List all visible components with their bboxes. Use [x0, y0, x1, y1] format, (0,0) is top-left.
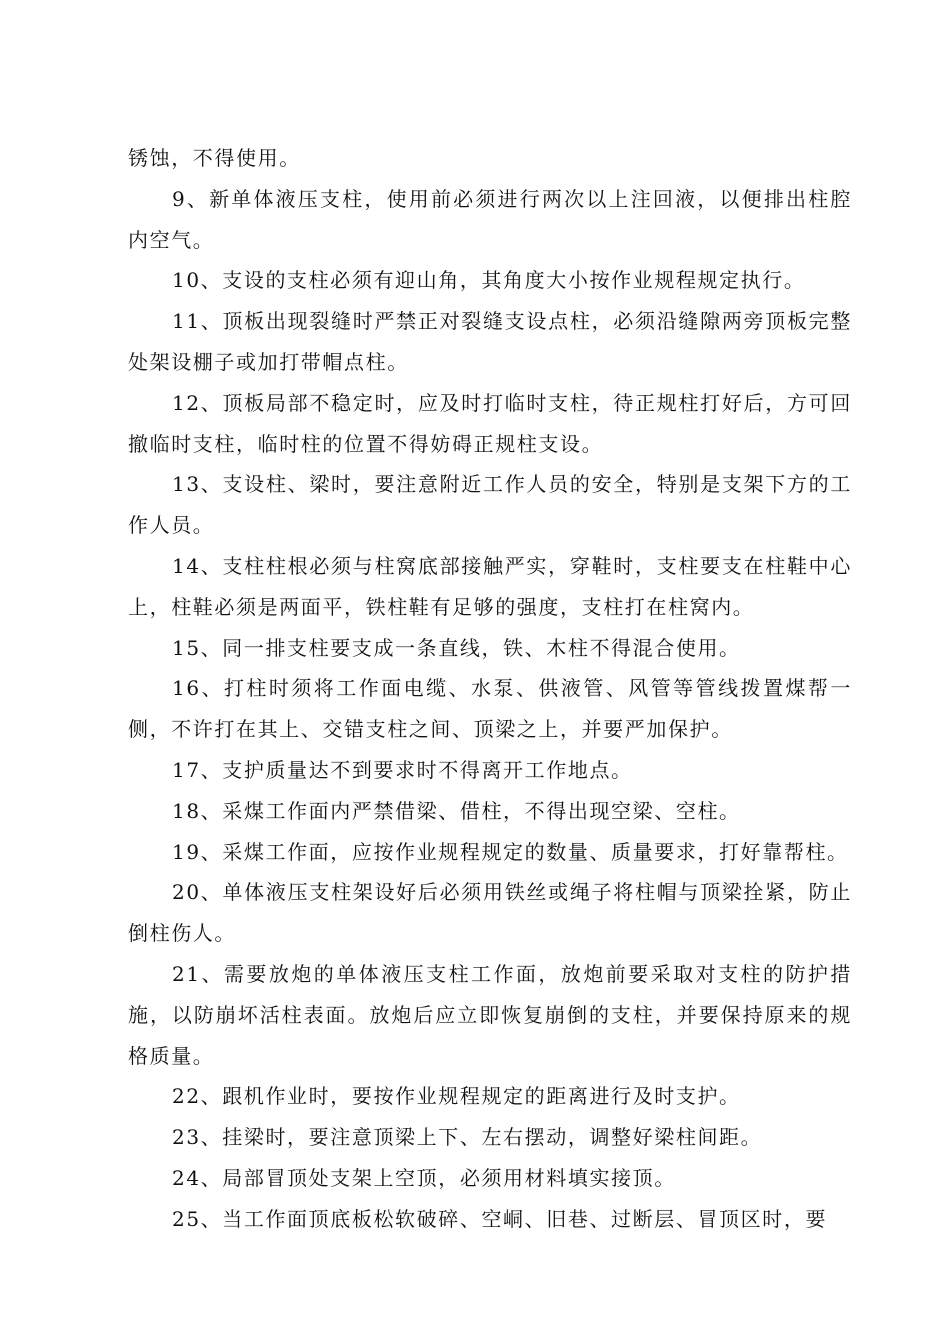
- paragraph-item-21: 21、需要放炮的单体液压支柱工作面，放炮前要采取对支柱的防护措施，以防崩坏活柱表面。放炮后应立即恢复崩倒的支柱，并要保持原来的规格质量。: [128, 961, 852, 1068]
- paragraph-item-15: 15、同一排支柱要支成一条直线，铁、木柱不得混合使用。: [172, 635, 741, 660]
- paragraph-item-22: 22、跟机作业时，要按作业规程规定的距离进行及时支护。: [172, 1084, 741, 1109]
- paragraph-item-23: 23、挂梁时，要注意顶梁上下、左右摆动，调整好梁柱间距。: [172, 1125, 763, 1150]
- paragraph-item-11: 11、顶板出现裂缝时严禁正对裂缝支设点柱，必须沿缝隙两旁顶板完整处架设棚子或加打带帽点柱。: [128, 309, 852, 374]
- paragraph-continuation: 锈蚀，不得使用。: [128, 146, 301, 170]
- paragraph-item-14: 14、支柱柱根必须与柱窝底部接触严实，穿鞋时，支柱要支在柱鞋中心上，柱鞋必须是两面平，铁柱鞋有足够的强度，支柱打在柱窝内。: [128, 553, 852, 619]
- document-page: [128, 138, 852, 1240]
- paragraph-item-24: 24、局部冒顶处支架上空顶，必须用材料填实接顶。: [172, 1165, 676, 1190]
- paragraph-item-13: 13、支设柱、梁时，要注意附近工作人员的安全，特别是支架下方的工作人员。: [128, 472, 852, 538]
- paragraph-item-25: 25、当工作面顶底板松软破碎、空峒、旧巷、过断层、冒顶区时，要: [172, 1206, 828, 1231]
- paragraph-item-12: 12、顶板局部不稳定时，应及时打临时支柱，待正规柱打好后，方可回撤临时支柱，临时柱的位置不得妨碍正规柱支设。: [128, 390, 852, 456]
- paragraph-item-9: 9、新单体液压支柱，使用前必须进行两次以上注回液，以便排出柱腔内空气。: [128, 186, 852, 252]
- paragraph-item-19: 19、采煤工作面，应按作业规程规定的数量、质量要求，打好靠帮柱。: [172, 839, 849, 864]
- paragraph-item-20: 20、单体液压支柱架设好后必须用铁丝或绳子将柱帽与顶梁拴紧，防止倒柱伤人。: [128, 880, 852, 946]
- paragraph-item-10: 10、支设的支柱必须有迎山角，其角度大小按作业规程规定执行。: [172, 268, 806, 293]
- paragraph-item-17: 17、支护质量达不到要求时不得离开工作地点。: [172, 757, 633, 782]
- paragraph-item-16: 16、打柱时须将工作面电缆、水泵、供液管、风管等管线拨置煤帮一侧，不许打在其上、交错支柱之间、顶梁之上，并要严加保护。: [128, 676, 852, 742]
- paragraph-item-18: 18、采煤工作面内严禁借梁、借柱，不得出现空梁、空柱。: [172, 798, 741, 823]
